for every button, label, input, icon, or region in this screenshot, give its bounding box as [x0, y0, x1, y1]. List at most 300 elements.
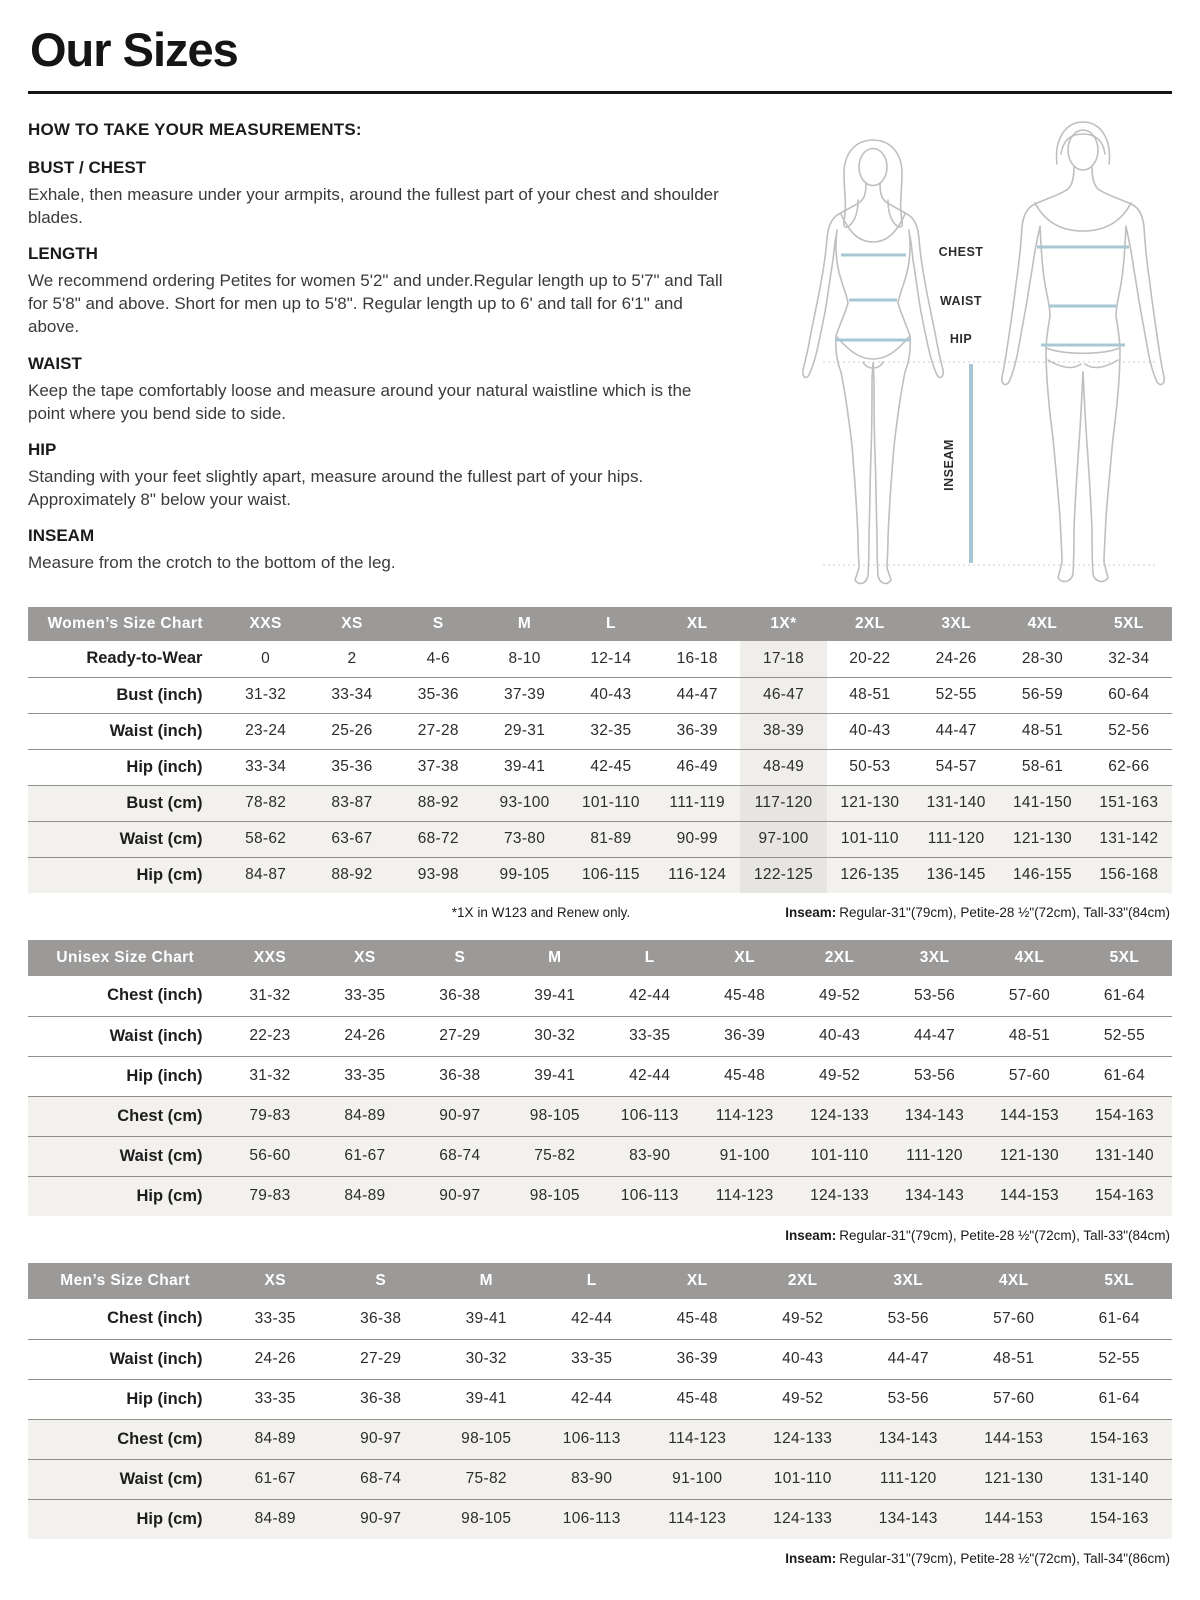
size-value: 154-163 [1066, 1419, 1172, 1459]
size-value: 60-64 [1086, 677, 1172, 713]
row-label: Waist (inch) [28, 1016, 222, 1056]
table-row [28, 785, 1172, 821]
measurement-section-title: BUST / CHEST [28, 158, 147, 177]
size-value: 33-35 [602, 1016, 697, 1056]
size-value: 36-38 [360, 1309, 402, 1327]
size-value: 33-35 [222, 1379, 328, 1419]
size-value: 42-44 [629, 986, 671, 1004]
row-label: Chest (cm) [28, 1419, 222, 1459]
measurement-section [28, 244, 763, 338]
size-value: 46-49 [654, 749, 740, 785]
size-value: 156-168 [1086, 857, 1172, 893]
size-value: 40-43 [568, 677, 654, 713]
row-label: Chest (inch) [107, 986, 203, 1005]
size-value: 68-74 [328, 1459, 434, 1499]
size-value: 124-133 [750, 1499, 856, 1539]
column-header: XL [697, 940, 792, 976]
women-footnote [30, 905, 1170, 920]
table-title: Men’s Size Chart [28, 1263, 222, 1299]
unisex-size-chart [28, 940, 1172, 1216]
size-value: 57-60 [993, 1309, 1035, 1327]
row-label: Ready-to-Wear [86, 649, 203, 668]
size-value: 101-110 [568, 785, 654, 821]
size-value: 36-39 [697, 1016, 792, 1056]
size-value: 61-64 [1077, 1056, 1172, 1096]
size-value: 24-26 [935, 649, 977, 667]
size-value: 154-163 [1077, 1096, 1172, 1136]
size-value: 84-87 [222, 857, 308, 893]
size-value: 84-89 [317, 1176, 412, 1216]
size-value: 61-67 [317, 1136, 412, 1176]
size-value: 39-41 [507, 1056, 602, 1096]
size-value: 68-72 [395, 821, 481, 857]
size-value: 25-26 [309, 713, 395, 749]
size-value: 121-130 [961, 1459, 1067, 1499]
size-value: 79-83 [222, 1096, 317, 1136]
row-label: Hip (inch) [28, 1379, 222, 1419]
size-value: 46-47 [740, 677, 826, 713]
size-value: 52-55 [913, 677, 999, 713]
size-value: 56-59 [999, 677, 1085, 713]
size-value: 48-51 [999, 713, 1085, 749]
size-value: 42-44 [602, 1056, 697, 1096]
table-row [28, 1339, 1172, 1379]
size-value: 90-97 [412, 1176, 507, 1216]
measurement-section-text: Keep the tape comfortably loose and measure around your natural waistline which is the point where you bend side to side. [28, 380, 692, 423]
size-value: 48-51 [961, 1339, 1067, 1379]
size-value: 12-14 [590, 649, 632, 667]
measurement-section-text: Standing with your feet slightly apart, measure around the fullest part of your hips. Approximately 8" below your waist. [28, 466, 644, 509]
column-header: XS [222, 1263, 328, 1299]
size-value: 27-29 [412, 1016, 507, 1056]
size-value: 79-83 [222, 1176, 317, 1216]
table-row [28, 821, 1172, 857]
column-header: L [602, 940, 697, 976]
how-to-measure-section [28, 120, 763, 595]
size-value: 45-48 [676, 1309, 718, 1327]
size-value: 0 [261, 649, 271, 667]
size-value: 93-100 [481, 785, 567, 821]
table-row [28, 713, 1172, 749]
size-value: 37-39 [481, 677, 567, 713]
size-value: 27-28 [395, 713, 481, 749]
size-value: 49-52 [782, 1309, 824, 1327]
measurement-section [28, 526, 763, 574]
measurement-section-text: Exhale, then measure under your armpits, around the fullest part of your chest and shoulder blades. [28, 185, 719, 228]
size-value: 154-163 [1077, 1176, 1172, 1216]
size-value: 91-100 [644, 1459, 750, 1499]
size-value: 49-52 [819, 986, 861, 1004]
size-value: 98-105 [507, 1096, 602, 1136]
size-value: 98-105 [433, 1499, 539, 1539]
measurement-section-text: We recommend ordering Petites for women 5'2" and under.Regular length up to 5'7" and Tall for 5'8" and above. Short for men up to 5'8". Regular length up to 6' and tall for 6'1" and above. [28, 271, 723, 337]
male-figure [1002, 122, 1164, 581]
row-label: Hip (cm) [28, 857, 222, 893]
row-label: Waist (cm) [28, 1136, 222, 1176]
measurement-section [28, 158, 763, 229]
row-label: Waist (cm) [28, 1459, 222, 1499]
measurement-section-title: HIP [28, 439, 57, 459]
measurement-section-title: WAIST [28, 353, 82, 373]
size-value: 48-49 [740, 749, 826, 785]
table-title: Women’s Size Chart [28, 607, 222, 641]
size-value: 36-39 [654, 713, 740, 749]
size-value: 52-56 [1086, 713, 1172, 749]
table-row [28, 749, 1172, 785]
size-value: 53-56 [887, 1056, 982, 1096]
measurement-diagram [782, 110, 1172, 595]
size-value: 90-97 [328, 1499, 434, 1539]
size-value: 30-32 [507, 1016, 602, 1056]
column-header: 2XL [792, 940, 887, 976]
size-value: 36-38 [439, 986, 481, 1004]
size-value: 116-124 [654, 857, 740, 893]
size-value: 111-120 [913, 821, 999, 857]
size-value: 117-120 [740, 785, 826, 821]
size-value: 39-41 [433, 1379, 539, 1419]
size-value: 31-32 [222, 1056, 317, 1096]
size-value: 68-74 [412, 1136, 507, 1176]
size-value: 42-44 [539, 1379, 645, 1419]
size-value: 52-55 [1066, 1339, 1172, 1379]
size-value: 90-97 [412, 1096, 507, 1136]
size-value: 27-29 [328, 1339, 434, 1379]
table-row [28, 1299, 1172, 1339]
size-value: 48-51 [982, 1016, 1077, 1056]
row-label: Hip (inch) [28, 749, 222, 785]
size-value: 134-143 [887, 1096, 982, 1136]
size-value: 75-82 [507, 1136, 602, 1176]
size-value: 121-130 [982, 1136, 1077, 1176]
size-value: 121-130 [827, 785, 913, 821]
column-header: 2XL [750, 1263, 856, 1299]
size-value: 154-163 [1066, 1499, 1172, 1539]
title-divider [28, 91, 1172, 94]
size-value: 106-113 [602, 1096, 697, 1136]
size-value: 29-31 [481, 713, 567, 749]
size-guide-page [28, 22, 1172, 1566]
size-value: 35-36 [395, 677, 481, 713]
size-value: 39-41 [465, 1309, 507, 1327]
table-title: Unisex Size Chart [28, 940, 222, 976]
size-value: 136-145 [913, 857, 999, 893]
size-value: 45-48 [697, 1056, 792, 1096]
size-value: 93-98 [395, 857, 481, 893]
size-value: 52-55 [1077, 1016, 1172, 1056]
size-value: 124-133 [750, 1419, 856, 1459]
size-value: 99-105 [481, 857, 567, 893]
size-value: 35-36 [309, 749, 395, 785]
size-value: 58-62 [222, 821, 308, 857]
size-value: 62-66 [1086, 749, 1172, 785]
chest-label: CHEST [938, 245, 984, 259]
size-value: 88-92 [395, 785, 481, 821]
row-label: Hip (inch) [28, 1056, 222, 1096]
inseam-note: Inseam: Regular-31"(79cm), Petite-28 ½"(72cm), Tall-34"(86cm) [785, 1551, 1170, 1566]
size-value: 141-150 [999, 785, 1085, 821]
size-value: 58-61 [999, 749, 1085, 785]
page-title: Our Sizes [30, 23, 238, 76]
size-value: 63-67 [309, 821, 395, 857]
size-value: 57-60 [982, 1056, 1077, 1096]
size-value: 23-24 [222, 713, 308, 749]
size-value: 144-153 [982, 1096, 1077, 1136]
size-value: 40-43 [792, 1016, 887, 1056]
size-value: 90-99 [654, 821, 740, 857]
size-value: 56-60 [222, 1136, 317, 1176]
size-value: 97-100 [740, 821, 826, 857]
size-value: 16-18 [676, 649, 718, 667]
size-value: 53-56 [913, 986, 956, 1004]
size-value: 30-32 [433, 1339, 539, 1379]
size-value: 54-57 [913, 749, 999, 785]
column-header: 5XL [1077, 940, 1172, 976]
size-value: 40-43 [750, 1339, 856, 1379]
size-value: 45-48 [724, 986, 766, 1004]
inseam-note: Inseam: Regular-31"(79cm), Petite-28 ½"(72cm), Tall-33"(84cm) [785, 1228, 1170, 1243]
measurement-section-title: INSEAM [28, 525, 95, 545]
size-value: 48-51 [827, 677, 913, 713]
size-value: 84-89 [222, 1499, 328, 1539]
row-label: Waist (cm) [28, 821, 222, 857]
size-value: 124-133 [792, 1096, 887, 1136]
size-value: 73-80 [481, 821, 567, 857]
size-value: 111-119 [654, 785, 740, 821]
body-figures-illustration [782, 110, 1172, 590]
size-value: 84-89 [317, 1096, 412, 1136]
inseam-note-label: Inseam: [785, 1228, 837, 1243]
size-value: 33-35 [254, 1309, 296, 1327]
column-header: L [568, 607, 654, 641]
size-value: 126-135 [827, 857, 913, 893]
column-header: XL [644, 1263, 750, 1299]
size-value: 37-38 [395, 749, 481, 785]
inseam-label: INSEAM [942, 439, 956, 491]
size-value: 114-123 [697, 1096, 792, 1136]
size-value: 101-110 [827, 821, 913, 857]
size-value: 38-39 [740, 713, 826, 749]
size-value: 53-56 [855, 1379, 961, 1419]
size-value: 151-163 [1086, 785, 1172, 821]
size-value: 114-123 [697, 1176, 792, 1216]
size-value: 33-35 [344, 986, 386, 1004]
table-row [28, 1176, 1172, 1216]
footnote-note: *1X in W123 and Renew only. [451, 905, 631, 920]
size-value: 106-113 [539, 1419, 645, 1459]
row-label: Hip (cm) [28, 1499, 222, 1539]
size-value: 24-26 [222, 1339, 328, 1379]
size-value: 134-143 [887, 1176, 982, 1216]
size-value: 36-39 [644, 1339, 750, 1379]
column-header: S [328, 1263, 434, 1299]
column-header: 4XL [982, 940, 1077, 976]
size-value: 111-120 [855, 1459, 961, 1499]
size-value: 131-140 [1077, 1136, 1172, 1176]
size-value: 106-113 [539, 1499, 645, 1539]
size-value: 57-60 [961, 1379, 1067, 1419]
size-value: 49-52 [750, 1379, 856, 1419]
row-label: Bust (cm) [28, 785, 222, 821]
row-label: Waist (inch) [28, 713, 222, 749]
column-header: 3XL [913, 607, 999, 641]
size-value: 33-34 [309, 677, 395, 713]
column-header: 5XL [1066, 1263, 1172, 1299]
size-value: 144-153 [961, 1419, 1067, 1459]
size-value: 39-41 [481, 749, 567, 785]
size-value: 42-44 [571, 1309, 613, 1327]
column-header: 1X* [740, 607, 826, 641]
size-value: 17-18 [740, 641, 826, 677]
size-value: 84-89 [222, 1419, 328, 1459]
size-value: 146-155 [999, 857, 1085, 893]
row-label: Hip (cm) [28, 1176, 222, 1216]
size-value: 28-30 [1021, 649, 1064, 667]
size-value: 49-52 [792, 1056, 887, 1096]
size-value: 57-60 [1008, 986, 1051, 1004]
row-label: Bust (inch) [28, 677, 222, 713]
column-header: S [395, 607, 481, 641]
size-value: 81-89 [568, 821, 654, 857]
size-value: 22-23 [222, 1016, 317, 1056]
measurement-section-text: Measure from the crotch to the bottom of the leg. [28, 552, 396, 572]
size-value: 31-32 [222, 677, 308, 713]
size-value: 114-123 [644, 1419, 750, 1459]
column-header: 3XL [855, 1263, 961, 1299]
top-section [28, 120, 1172, 595]
how-to-heading: HOW TO TAKE YOUR MEASUREMENTS: [28, 120, 362, 139]
size-value: 134-143 [855, 1499, 961, 1539]
table-row [28, 1096, 1172, 1136]
row-label: Chest (cm) [28, 1096, 222, 1136]
measurement-section-title: LENGTH [28, 244, 98, 264]
size-value: 2 [347, 649, 357, 667]
column-header: 2XL [827, 607, 913, 641]
size-value: 111-120 [887, 1136, 982, 1176]
column-header: M [433, 1263, 539, 1299]
size-value: 106-113 [602, 1176, 697, 1216]
column-header: M [507, 940, 602, 976]
size-value: 42-45 [568, 749, 654, 785]
size-value: 61-64 [1066, 1379, 1172, 1419]
column-header: XXS [222, 607, 308, 641]
size-value: 20-22 [849, 649, 891, 667]
size-value: 8-10 [508, 649, 541, 667]
size-value: 144-153 [961, 1499, 1067, 1539]
table-row [28, 1419, 1172, 1459]
size-value: 91-100 [697, 1136, 792, 1176]
column-header: L [539, 1263, 645, 1299]
size-value: 61-64 [1098, 1309, 1140, 1327]
men-footnote [30, 1551, 1170, 1566]
size-value: 44-47 [913, 713, 999, 749]
size-value: 122-125 [740, 857, 826, 893]
measurement-section [28, 440, 763, 511]
column-header: XS [309, 607, 395, 641]
table-row [28, 677, 1172, 713]
size-value: 39-41 [534, 986, 576, 1004]
table-row [28, 1379, 1172, 1419]
size-value: 36-38 [328, 1379, 434, 1419]
waist-label: WAIST [939, 294, 983, 308]
column-header: M [481, 607, 567, 641]
size-value: 44-47 [855, 1339, 961, 1379]
column-header: 5XL [1086, 607, 1172, 641]
column-header: XL [654, 607, 740, 641]
size-value: 83-90 [602, 1136, 697, 1176]
size-value: 32-34 [1108, 649, 1150, 667]
size-value: 101-110 [792, 1136, 887, 1176]
inseam-note: Inseam: Regular-31"(79cm), Petite-28 ½"(72cm), Tall-33"(84cm) [785, 905, 1170, 920]
size-value: 124-133 [792, 1176, 887, 1216]
size-value: 50-53 [827, 749, 913, 785]
size-value: 44-47 [654, 677, 740, 713]
column-header: XXS [222, 940, 317, 976]
size-value: 101-110 [750, 1459, 856, 1499]
size-value: 78-82 [222, 785, 308, 821]
table-row [28, 1016, 1172, 1056]
size-value: 61-67 [222, 1459, 328, 1499]
size-value: 144-153 [982, 1176, 1077, 1216]
size-value: 88-92 [309, 857, 395, 893]
table-row [28, 1499, 1172, 1539]
column-header: 4XL [999, 607, 1085, 641]
measurement-section [28, 354, 763, 425]
size-value: 121-130 [999, 821, 1085, 857]
size-value: 98-105 [433, 1419, 539, 1459]
size-value: 32-35 [568, 713, 654, 749]
size-value: 114-123 [644, 1499, 750, 1539]
column-header: S [412, 940, 507, 976]
inseam-note-label: Inseam: [785, 1551, 837, 1566]
size-value: 33-35 [317, 1056, 412, 1096]
unisex-footnote [30, 1228, 1170, 1243]
women-size-chart [28, 607, 1172, 893]
size-value: 131-140 [913, 785, 999, 821]
size-value: 98-105 [507, 1176, 602, 1216]
table-row [28, 1459, 1172, 1499]
inseam-note-label: Inseam: [785, 905, 837, 920]
size-value: 83-87 [309, 785, 395, 821]
table-row [28, 1136, 1172, 1176]
size-value: 33-35 [539, 1339, 645, 1379]
column-header: 4XL [961, 1263, 1067, 1299]
size-value: 45-48 [644, 1379, 750, 1419]
size-value: 40-43 [827, 713, 913, 749]
column-header: XS [317, 940, 412, 976]
table-row [28, 641, 1172, 677]
size-value: 106-115 [568, 857, 654, 893]
size-value: 4-6 [426, 649, 450, 667]
size-value: 53-56 [887, 1309, 929, 1327]
hip-label: HIP [949, 332, 973, 346]
men-size-chart [28, 1263, 1172, 1539]
table-row [28, 976, 1172, 1016]
size-value: 131-140 [1066, 1459, 1172, 1499]
size-value: 24-26 [317, 1016, 412, 1056]
size-value: 33-34 [222, 749, 308, 785]
row-label: Waist (inch) [28, 1339, 222, 1379]
size-value: 134-143 [855, 1419, 961, 1459]
size-value: 61-64 [1103, 986, 1146, 1004]
size-value: 90-97 [328, 1419, 434, 1459]
measurement-sections [28, 158, 763, 574]
size-charts [28, 607, 1172, 1566]
size-value: 44-47 [887, 1016, 982, 1056]
row-label: Chest (inch) [107, 1309, 203, 1328]
table-row [28, 1056, 1172, 1096]
size-value: 31-32 [249, 986, 291, 1004]
size-value: 36-38 [412, 1056, 507, 1096]
